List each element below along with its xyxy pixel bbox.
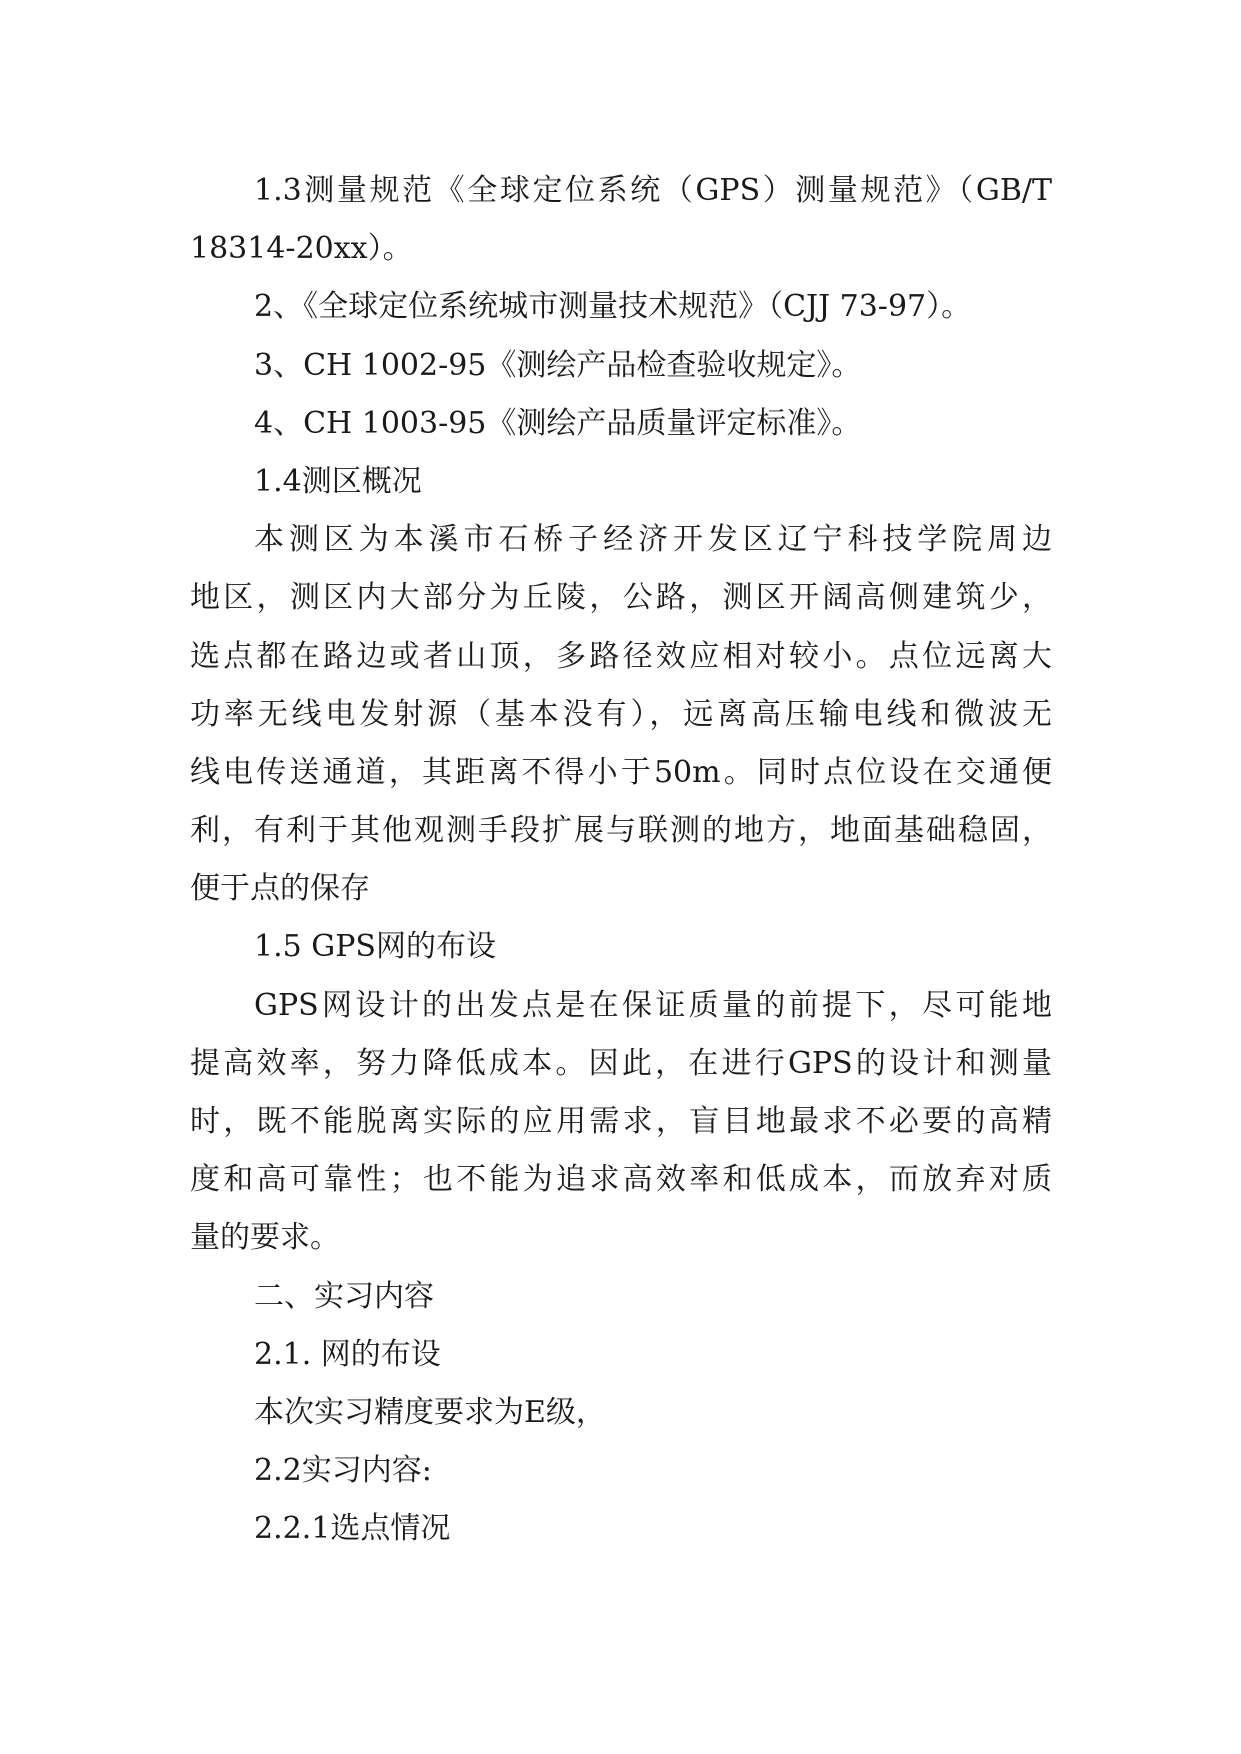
text-line: 提高效率，努力降低成本。因此，在进行GPS的设计和测量 (190, 1045, 1052, 1081)
text-line: 本测区为本溪市石桥子经济开发区辽宁科技学院周边 (254, 522, 1052, 558)
text-line: 利，有利于其他观测手段扩展与联测的地方，地面基础稳固， (190, 813, 1052, 849)
section-heading: 1.5 GPS网的布设 (254, 929, 496, 965)
section-heading: 2.2.1选点情况 (254, 1511, 451, 1547)
chapter-heading: 二、实习内容 (254, 1278, 434, 1314)
text-line: 线电传送通道，其距离不得小于50m。同时点位设在交通便 (190, 754, 1052, 790)
text-line: 便于点的保存 (190, 871, 370, 907)
text-line: 量的要求。 (190, 1220, 340, 1256)
section-heading: 2.1. 网的布设 (254, 1336, 441, 1372)
text-line: 时，既不能脱离实际的应用需求，盲目地最求不必要的高精 (190, 1104, 1052, 1139)
text-line: 1.3测量规范《全球定位系统（GPS）测量规范》（GB/T (254, 173, 1052, 208)
text-line: 选点都在路边或者山顶，多路径效应相对较小。点位远离大 (190, 638, 1052, 674)
text-line: 本次实习精度要求为E级， (254, 1394, 606, 1430)
text-line: 地区，测区内大部分为丘陵，公路，测区开阔高侧建筑少， (190, 580, 1052, 616)
text-line: 3、CH 1002-95《测绘产品检查验收规定》。 (254, 347, 862, 383)
text-line: 功率无线电发射源（基本没有），远离高压输电线和微波无 (190, 696, 1052, 732)
text-line: 4、CH 1003-95《测绘产品质量评定标准》。 (254, 405, 862, 441)
text-line: 18314-20xx）。 (190, 231, 413, 267)
section-heading: 1.4测区概况 (254, 463, 422, 499)
text-line: 2、《全球定位系统城市测量技术规范》（CJJ 73-97）。 (254, 289, 972, 325)
section-heading: 2.2实习内容: (254, 1453, 432, 1489)
document-body (190, 162, 1052, 1559)
text-line: GPS网设计的出发点是在保证质量的前提下，尽可能地 (254, 987, 1052, 1023)
text-line: 度和高可靠性；也不能为追求高效率和低成本，而放弃对质 (190, 1162, 1052, 1198)
